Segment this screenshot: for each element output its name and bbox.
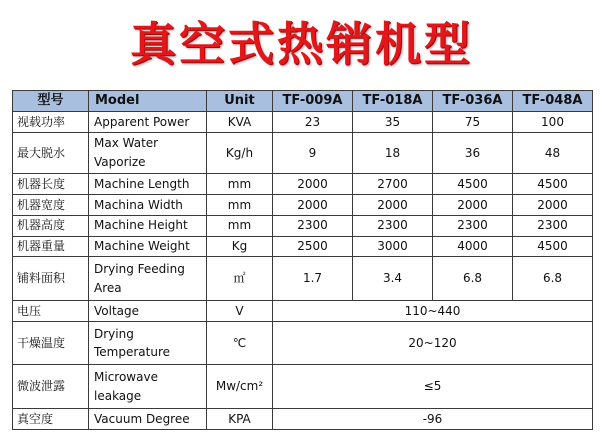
row-unit: V bbox=[207, 300, 273, 321]
cell-value: 2500 bbox=[273, 236, 353, 257]
row-unit: Kg bbox=[207, 236, 273, 257]
cell-value: 75 bbox=[433, 112, 513, 132]
row-label-cn: 微波泄露 bbox=[13, 365, 89, 409]
header-model: Model bbox=[89, 91, 207, 112]
cell-value: 3000 bbox=[353, 236, 433, 257]
cell-value: 110~440 bbox=[273, 300, 593, 321]
row-label-en: Microwave leakage bbox=[89, 365, 207, 409]
cell-value: 2300 bbox=[353, 215, 433, 236]
cell-value: 2000 bbox=[513, 194, 593, 215]
cell-value: ≤5 bbox=[273, 365, 593, 409]
cell-value: 4500 bbox=[433, 174, 513, 195]
cell-value: 6.8 bbox=[433, 257, 513, 301]
row-unit: mm bbox=[207, 194, 273, 215]
table-row bbox=[13, 194, 593, 215]
cell-value: 2700 bbox=[353, 174, 433, 195]
row-label-en: Machine Weight bbox=[89, 236, 207, 257]
row-label-cn: 真空度 bbox=[13, 409, 89, 430]
header-model-4: TF-048A bbox=[513, 91, 593, 112]
row-label-en: Voltage bbox=[89, 300, 207, 321]
table-row bbox=[13, 215, 593, 236]
cell-value: 20~120 bbox=[273, 321, 593, 365]
cell-value: 2300 bbox=[273, 215, 353, 236]
cell-value: 2000 bbox=[273, 174, 353, 195]
spec-table bbox=[12, 90, 593, 430]
cell-value: 2000 bbox=[273, 194, 353, 215]
header-model-1: TF-009A bbox=[273, 91, 353, 112]
cell-value: 36 bbox=[433, 132, 513, 174]
row-label-cn: 机器重量 bbox=[13, 236, 89, 257]
header-unit: Unit bbox=[207, 91, 273, 112]
row-label-cn: 铺料面积 bbox=[13, 257, 89, 301]
row-label-en: Vacuum Degree bbox=[89, 409, 207, 430]
cell-value: 48 bbox=[513, 132, 593, 174]
header-model-3: TF-036A bbox=[433, 91, 513, 112]
row-label-en: Machina Width bbox=[89, 194, 207, 215]
cell-value: 2300 bbox=[513, 215, 593, 236]
cell-value: 4000 bbox=[433, 236, 513, 257]
cell-value: 2300 bbox=[433, 215, 513, 236]
header-model-2: TF-018A bbox=[353, 91, 433, 112]
table-row bbox=[13, 112, 593, 132]
table-row bbox=[13, 321, 593, 365]
cell-value: 2000 bbox=[433, 194, 513, 215]
row-unit: mm bbox=[207, 174, 273, 195]
cell-value: 9 bbox=[273, 132, 353, 174]
row-unit: KPA bbox=[207, 409, 273, 430]
cell-value: -96 bbox=[273, 409, 593, 430]
table-row bbox=[13, 257, 593, 301]
table-row bbox=[13, 236, 593, 257]
row-unit: ℃ bbox=[207, 321, 273, 365]
table-row bbox=[13, 300, 593, 321]
row-label-cn: 机器长度 bbox=[13, 174, 89, 195]
row-label-en: Drying Feeding Area bbox=[89, 257, 207, 301]
row-unit: Mw/cm² bbox=[207, 365, 273, 409]
row-unit: mm bbox=[207, 215, 273, 236]
row-label-en: Max Water Vaporize bbox=[89, 132, 207, 174]
row-label-en: Drying Temperature bbox=[89, 321, 207, 365]
header-type: 型号 bbox=[13, 91, 89, 112]
table-row bbox=[13, 365, 593, 409]
row-unit: Kg/h bbox=[207, 132, 273, 174]
row-label-cn: 机器宽度 bbox=[13, 194, 89, 215]
row-unit: KVA bbox=[207, 112, 273, 132]
cell-value: 3.4 bbox=[353, 257, 433, 301]
row-label-cn: 干燥温度 bbox=[13, 321, 89, 365]
cell-value: 6.8 bbox=[513, 257, 593, 301]
cell-value: 100 bbox=[513, 112, 593, 132]
page-title: 真空式热销机型 bbox=[130, 17, 473, 71]
row-label-cn: 电压 bbox=[13, 300, 89, 321]
cell-value: 35 bbox=[353, 112, 433, 132]
cell-value: 1.7 bbox=[273, 257, 353, 301]
header-row bbox=[13, 91, 593, 112]
row-label-cn: 机器高度 bbox=[13, 215, 89, 236]
row-label-en: Apparent Power bbox=[89, 112, 207, 132]
table-row bbox=[13, 409, 593, 430]
row-label-en: Machine Length bbox=[89, 174, 207, 195]
row-label-en: Machine Height bbox=[89, 215, 207, 236]
table-row bbox=[13, 132, 593, 174]
row-unit: ㎡ bbox=[207, 257, 273, 301]
row-label-cn: 最大脱水 bbox=[13, 132, 89, 174]
cell-value: 23 bbox=[273, 112, 353, 132]
cell-value: 2000 bbox=[353, 194, 433, 215]
cell-value: 18 bbox=[353, 132, 433, 174]
cell-value: 4500 bbox=[513, 236, 593, 257]
row-label-cn: 视载功率 bbox=[13, 112, 89, 132]
table-row bbox=[13, 174, 593, 195]
cell-value: 4500 bbox=[513, 174, 593, 195]
